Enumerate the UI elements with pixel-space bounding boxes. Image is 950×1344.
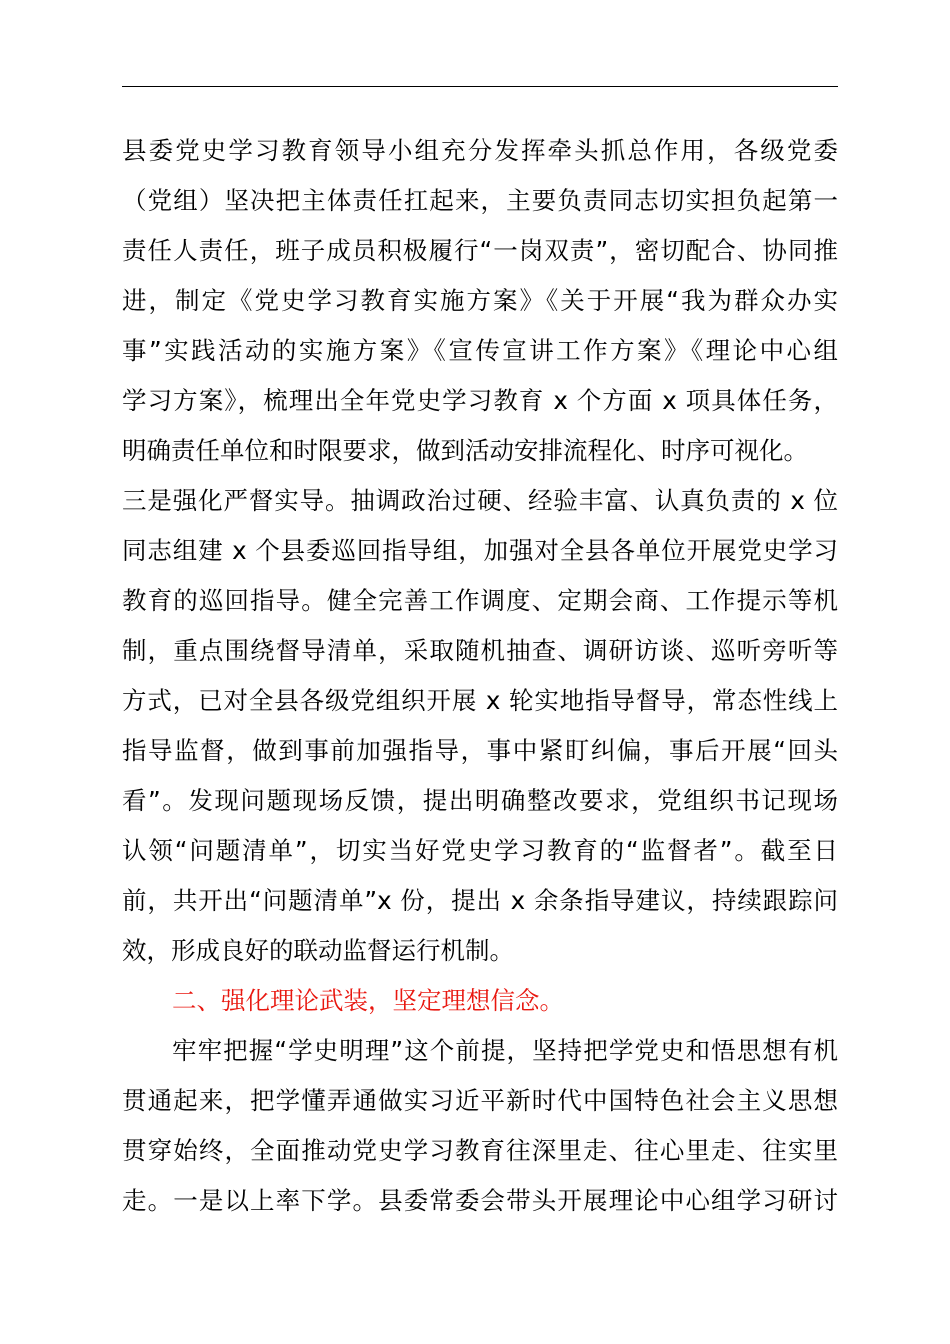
header-rule	[122, 86, 838, 87]
paragraph-line-1: 县委党史学习教育领导小组充分发挥牵头抓总作用，各级党委	[122, 136, 838, 165]
paragraph-line-16: 前，共开出“问题清单”x 份，提出 x 余条指导建议，持续跟踪问	[122, 886, 838, 915]
section-line-2: 贯通起来，把学懂弄通做实习近平新时代中国特色社会主义思想	[122, 1086, 838, 1115]
paragraph-line-12: 方式，已对全县各级党组织开展 x 轮实地指导督导，常态性线上	[122, 686, 838, 715]
paragraph-line-5: 事”实践活动的实施方案》《宣传宣讲工作方案》《理论中心组	[122, 336, 838, 365]
paragraph-line-11: 制，重点围绕督导清单，采取随机抽查、调研访谈、巡听旁听等	[122, 636, 838, 665]
paragraph-line-6: 学习方案》，梳理出全年党史学习教育 x 个方面 x 项具体任务，	[122, 386, 838, 415]
section-line-4: 走。一是以上率下学。县委常委会带头开展理论中心组学习研讨	[122, 1186, 838, 1215]
section-heading: 二、强化理论武装，坚定理想信念。	[172, 986, 564, 1015]
paragraph-line-9: 同志组建 x 个县委巡回指导组，加强对全县各单位开展党史学习	[122, 536, 838, 565]
paragraph-line-15: 认领“问题清单”，切实当好党史学习教育的“监督者”。截至日	[122, 836, 838, 865]
document-body	[122, 126, 838, 1226]
paragraph-line-14: 看”。发现问题现场反馈，提出明确整改要求，党组织书记现场	[122, 786, 838, 815]
paragraph-line-7: 明确责任单位和时限要求，做到活动安排流程化、时序可视化。	[122, 436, 808, 465]
paragraph-line-13: 指导监督，做到事前加强指导，事中紧盯纠偏，事后开展“回头	[122, 736, 838, 765]
section-line-3: 贯穿始终，全面推动党史学习教育往深里走、往心里走、往实里	[122, 1136, 838, 1165]
paragraph-line-4: 进，制定《党史学习教育实施方案》《关于开展“我为群众办实	[122, 286, 838, 315]
paragraph-line-8: 三是强化严督实导。抽调政治过硬、经验丰富、认真负责的 x 位	[122, 486, 838, 515]
section-line-1: 牢牢把握“学史明理”这个前提，坚持把学党史和悟思想有机	[172, 1036, 838, 1065]
paragraph-line-17: 效，形成良好的联动监督运行机制。	[122, 936, 514, 965]
paragraph-line-10: 教育的巡回指导。健全完善工作调度、定期会商、工作提示等机	[122, 586, 838, 615]
paragraph-line-3: 责任人责任，班子成员积极履行“一岗双责”，密切配合、协同推	[122, 236, 838, 265]
paragraph-line-2: （党组）坚决把主体责任扛起来，主要负责同志切实担负起第一	[122, 186, 838, 215]
